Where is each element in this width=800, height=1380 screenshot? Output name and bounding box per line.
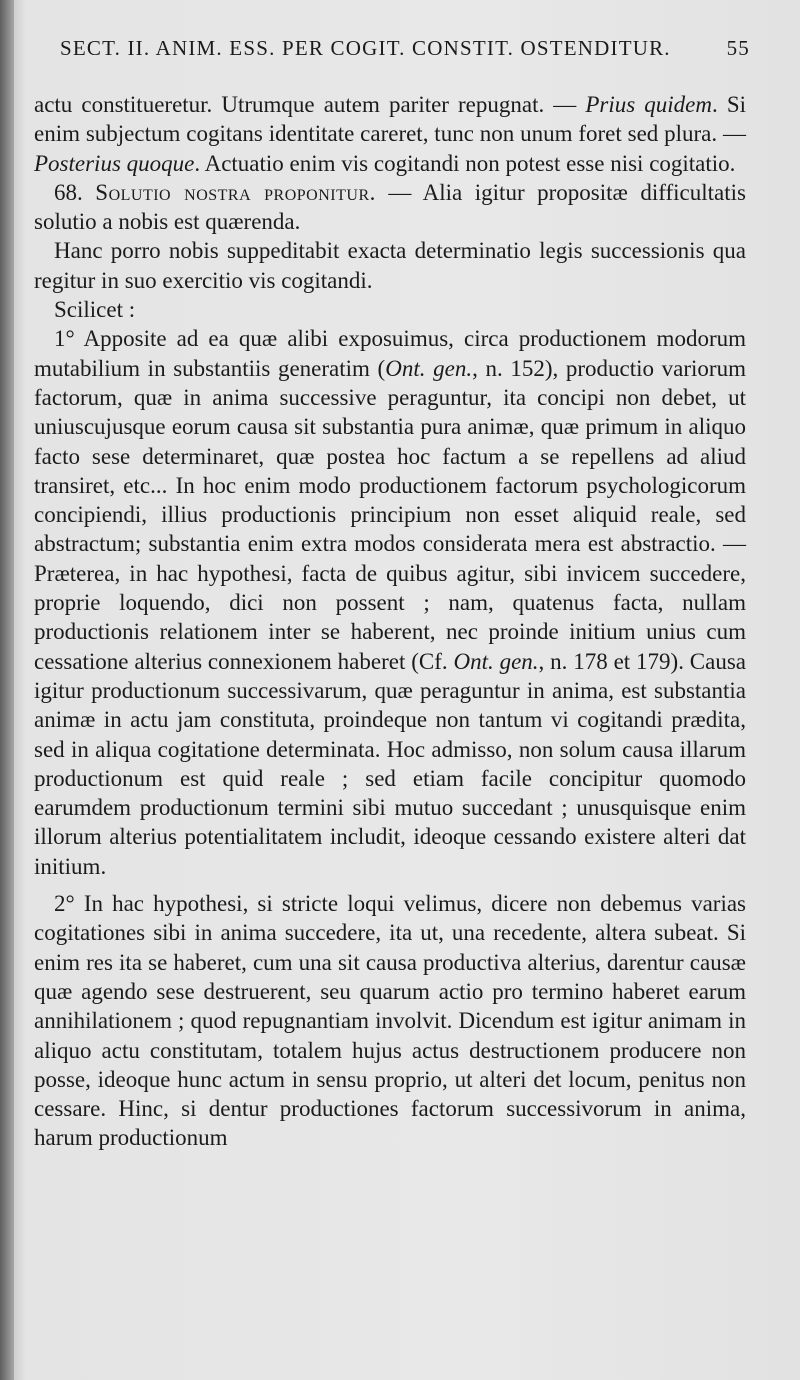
text-run: . Actuatio enim vis cogitandi non potest esse nisi cogitatio. xyxy=(194,150,736,176)
text-run: 1° Apposite ad ea quæ alibi exposuimus, circa productionem modorum mutabilium in substantiis generatim ( xyxy=(34,326,746,381)
page-header xyxy=(60,36,750,76)
text-run: — Alia igitur propositæ difficultatis solutio a nobis est quærenda. xyxy=(34,179,746,235)
text-run: . Si enim subjectum cogitans identitate careret, tunc non unum foret sed plura. — xyxy=(34,92,746,147)
paragraph: Hanc porro nobis suppeditabit exacta determinatio legis successionis qua regitur in suo exercitio vis cogitandi. xyxy=(34,238,746,293)
italic-run: Posterius quoque xyxy=(34,150,195,176)
page-binding-edge xyxy=(0,0,14,1380)
page-body xyxy=(34,90,746,1153)
italic-run: Ont. gen. xyxy=(385,355,473,381)
text-run: actu constitueretur. Utrumque autem pariter repugnat. — xyxy=(34,92,586,117)
text-run: , n. 178 et 179). Causa igitur productionum successivarum, quæ peraguntur in anima, est substantia animæ in actu jam constituta, proindeque non tantum vi cogitandi prædita, sed in aliqua cogitatione determinata. Hoc admisso, non solum causa illarum productionum est quid reale ; sed etiam facile concipitur quomodo earumdem productionum termini sibi mutuo succedant ; unusquisque enim illorum alterius potentialitatem includit, ideoque cessando existere alteri dat initium. xyxy=(34,648,747,879)
section-68-paragraph xyxy=(34,178,746,237)
numbered-paragraph-1 xyxy=(34,324,746,881)
running-title: SECT. II. ANIM. ESS. PER COGIT. CONSTIT. OSTENDITUR. xyxy=(60,36,671,60)
text-run: , n. 152), productio variorum factorum, quæ in anima successive peraguntur, ita concipi non debet, ut uniuscujusque eorum causa sit substantia pura animæ, quæ primum in aliquo facto sese determinaret, quæ postea hoc factum a se repellens ad aliud transiret, etc... In hoc enim modo productionem factorum psychologicorum concipiendi, illius productionis principium non esset aliquid reale, sed abstractum; substantia enim extra modos considerata mera est abstractio. — Præterea, in hac hypothesi, facta de quibus agitur, sibi invicem succedere, proprie loquendo, dici non possent ; nam, quatenus facta, nullam productionis relationem inter se haberent, nec proinde initium unius cum cessatione alterius connexionem haberet (Cf. xyxy=(34,355,746,674)
paragraph-continued xyxy=(34,90,746,178)
numbered-paragraph-2: 2° In hac hypothesi, si stricte loqui velimus, dicere non debemus varias cogitationes sibi in anima succedere, ita ut, una recedente, altera subeat. Si enim res ita se haberet, cum una sit causa productiva alterius, darentur causæ quæ agendo sese destruerent, seu quarum actio pro termino haberet earum annihilationem ; quod repugnantiam involvit. Dicendum est igitur animam in aliquo actu constitutam, totalem hujus actus destructionem producere non posse, ideoque hunc actum in sensu proprio, ut alteri det locum, penitus non cessare. Hinc, si dentur productiones factorum successivorum in anima, harum productionum xyxy=(34,891,746,1151)
italic-run: Prius quidem xyxy=(585,92,712,117)
section-heading: Solutio nostra proponitur. xyxy=(95,179,376,205)
section-number: 68. xyxy=(54,179,96,205)
page-number: 55 xyxy=(726,36,750,60)
italic-run: Ont. gen. xyxy=(453,648,539,674)
paragraph: Scilicet : xyxy=(54,297,136,323)
